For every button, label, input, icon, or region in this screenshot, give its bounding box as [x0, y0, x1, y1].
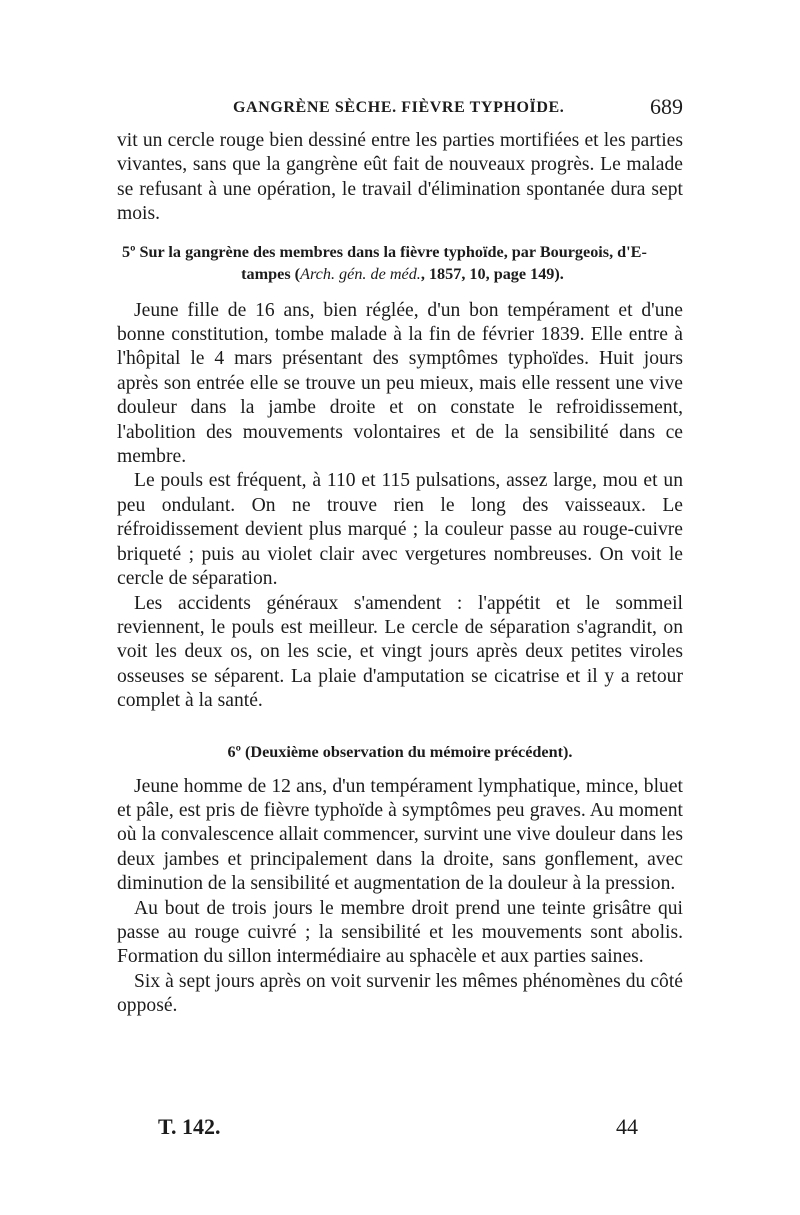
page-footer: [158, 1114, 638, 1142]
paragraph-2: Jeune fille de 16 ans, bien réglée, d'un bon tempérament et d'une bonne constitution, tombe malade à la fin de février 1839. Elle entre à l'hôpital le 4 mars présentant des symptômes typhoïdes. Huit jours après son entrée elle se trouve un peu mieux, mais elle ressent une vive douleur dans la jambe droite et on constate le refroidissement, l'abolition des mouvements volontaires et de la sensibilité dans ce membre.: [117, 299, 683, 468]
running-head: GANGRÈNE SÈCHE. FIÈVRE TYPHOÏDE.: [233, 99, 565, 116]
paragraph-6: Au bout de trois jours le membre droit prend une teinte grisâtre qui passe au rouge cuivré ; la sensibilité et les mouvements sont abolis. Formation du sillon intermédiaire au sphacèle et aux parties saines.: [117, 897, 683, 968]
paragraph-5: Jeune homme de 12 ans, d'un tempérament lymphatique, mince, bluet et pâle, est pris de fièvre typhoïde à symptômes peu graves. Au moment où la convalescence allait commencer, survint une vive douleur dans les deux jambes et principalement dans la droite, sans gonflement, avec diminution de la sensibilité et augmentation de la douleur à la pression.: [117, 775, 683, 895]
page-header: [117, 94, 683, 121]
observation-5-heading-main: 5º Sur la gangrène des membres dans la fièvre typhoïde, par Bourgeois, d'E-: [122, 242, 647, 261]
volume-mark: T. 142.: [158, 1114, 221, 1139]
paragraph-3: Le pouls est fréquent, à 110 et 115 pulsations, assez large, mou et un peu ondulant. On ne trouve rien le long des vaisseaux. Le réfroidissement devient plus marqué ; la couleur passe au rouge-cuivre briqueté ; puis au violet clair avec vergetures nombreuses. On voit le cercle de séparation.: [117, 470, 683, 590]
paragraph-1: vit un cercle rouge bien dessiné entre les parties mortifiées et les parties vivantes, sans que la gangrène eût fait de nouveaux progrès. Le malade se refusant à une opération, le travail d'élimination spontanée dura sept mois.: [117, 130, 683, 225]
page-number: 689: [650, 94, 683, 119]
signature-mark: 44: [616, 1114, 638, 1139]
observation-6-heading: 6º (Deuxième observation du mémoire précédent).: [227, 742, 573, 761]
paragraph-4: Les accidents généraux s'amendent : l'appétit et le sommeil reviennent, le pouls est meilleur. Le cercle de séparation s'agrandit, on voit les deux os, on les scie, et vingt jours après deux petites viroles osseuses se séparent. La plaie d'amputation se cicatrise et il y a retour complet à la santé.: [117, 592, 683, 712]
body-text: [117, 129, 683, 1019]
observation-5-heading-cont-b: , 1857, 10, page 149).: [420, 264, 564, 283]
observation-5-heading-cont-a: tampes (: [241, 264, 301, 283]
journal-title: Arch. gén. de méd.: [300, 264, 421, 283]
observation-5-heading-cont: [117, 263, 683, 285]
observation-5-heading: [117, 241, 683, 285]
paragraph-7: Six à sept jours après on voit survenir les mêmes phénomènes du côté opposé.: [117, 970, 683, 1017]
